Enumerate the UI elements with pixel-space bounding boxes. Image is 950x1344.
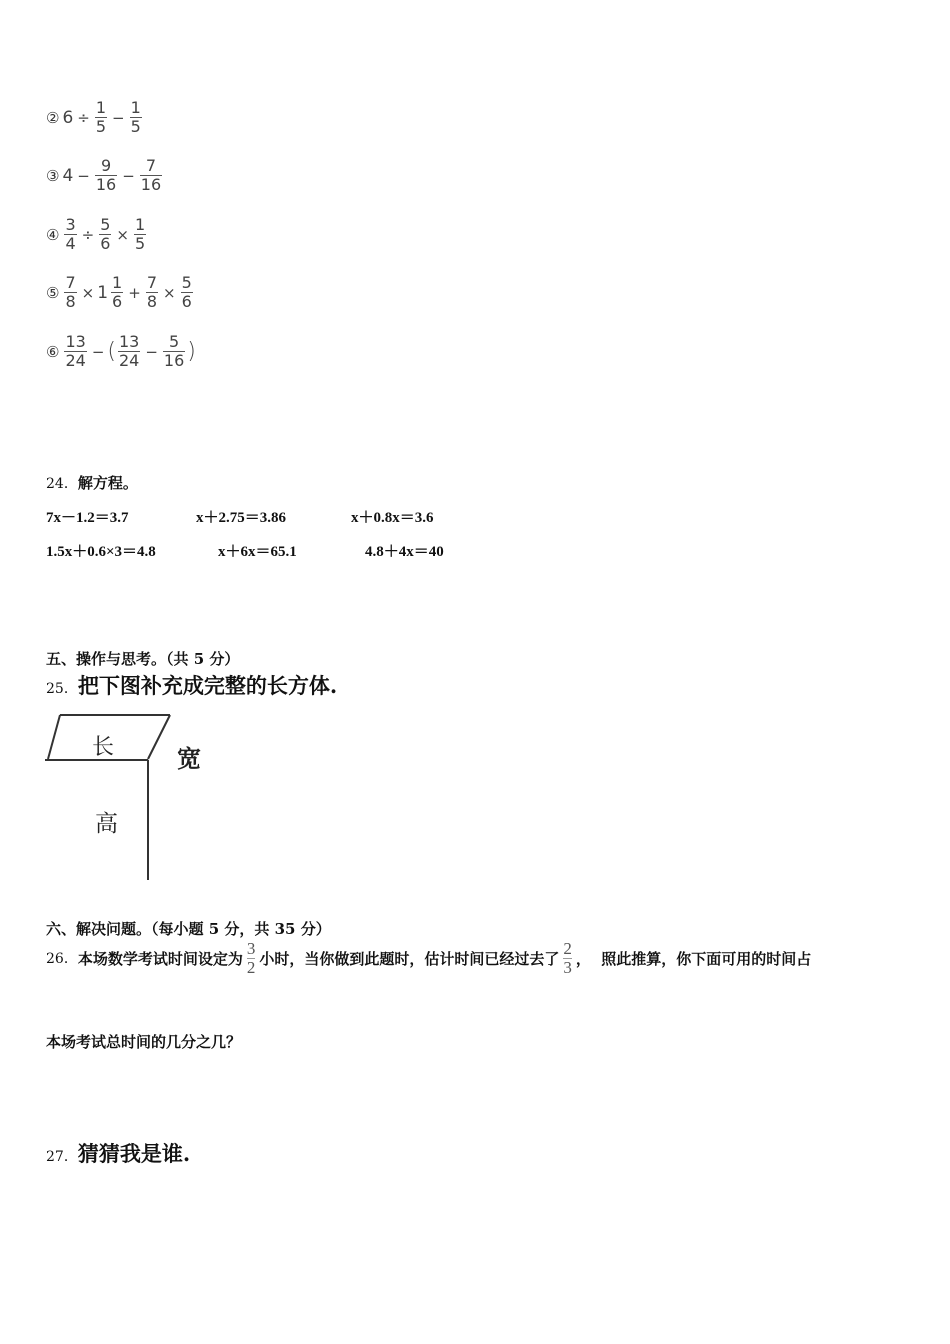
operator: ÷ <box>81 225 95 244</box>
expression-label: ② <box>46 108 60 127</box>
fraction: $\frac{7}{8}$ <box>65 273 76 311</box>
equation: x＋2.75＝3.86 <box>196 510 287 526</box>
equation: 1.5x＋0.6×3＝4.8 <box>46 544 156 560</box>
operator: − <box>145 342 158 361</box>
section5-title: 五、操作与思考。（共 5 分） <box>46 650 240 668</box>
equation: 4.8＋4x＝40 <box>365 544 444 560</box>
fraction-two-thirds: $\frac{2}{3}$ <box>563 939 572 977</box>
operator: − <box>91 342 105 361</box>
expression-item <box>46 100 144 135</box>
q27-title: 猜猜我是谁. <box>77 1141 191 1166</box>
operator: ÷ <box>77 108 90 127</box>
operator: × <box>81 283 95 302</box>
equation: x＋6x＝65.1 <box>218 544 297 560</box>
fraction: $\frac{9}{16}$ <box>95 156 117 194</box>
fraction: $\frac{1}{5}$ <box>95 98 107 136</box>
expression-item <box>46 158 164 193</box>
q24-number: 24． <box>46 476 78 492</box>
operator: + <box>128 283 141 302</box>
expression-item <box>46 275 195 310</box>
expression-label: ⑤ <box>46 283 60 302</box>
fraction: $\frac{5}{6}$ <box>100 215 111 253</box>
section6-title: 六、解决问题。（每小题 5 分，共 35 分） <box>46 920 331 938</box>
q24-heading <box>46 472 138 493</box>
q26-text-c: ， 照此推算，你下面可用的时间占 <box>575 949 812 968</box>
equation: x＋0.8x＝3.6 <box>351 510 434 526</box>
fraction: $\frac{7}{16}$ <box>140 156 162 194</box>
operator: − <box>122 166 135 185</box>
number: 1 <box>97 282 109 303</box>
expression-label: ③ <box>46 166 60 185</box>
fraction: $\frac{1}{5}$ <box>134 215 146 253</box>
fraction: $\frac{1}{5}$ <box>130 98 141 136</box>
number: 4 <box>62 165 74 186</box>
q27-number: 27． <box>46 1149 78 1165</box>
cuboid-figure <box>40 705 280 890</box>
q27-heading <box>46 1138 190 1168</box>
operator: − <box>77 166 90 185</box>
fraction: $\frac{5}{6}$ <box>181 273 192 311</box>
q26-line1 <box>46 940 926 977</box>
fraction: $\frac{5}{16}$ <box>163 332 185 370</box>
number: 6 <box>62 107 74 128</box>
expression-item <box>46 334 196 369</box>
q26-number: 26． <box>46 951 78 968</box>
operator: × <box>163 283 176 302</box>
q25-heading <box>46 670 337 700</box>
fraction: $\frac{1}{6}$ <box>112 273 123 311</box>
q25-title: 把下图补充成完整的长方体. <box>77 673 338 698</box>
q26-text-a: 本场数学考试时间设定为 <box>77 949 243 968</box>
expression-item <box>46 217 148 252</box>
expression-label: ④ <box>46 225 60 244</box>
fraction: $\frac{7}{8}$ <box>146 273 157 311</box>
q26-text-b: 小时，当你做到此题时，估计时间已经过去了 <box>259 949 560 968</box>
q25-number: 25． <box>46 681 78 697</box>
fraction: $\frac{13}{24}$ <box>65 332 86 370</box>
expression-label: ⑥ <box>46 342 60 361</box>
fraction-three-halves: $\frac{3}{2}$ <box>246 939 256 977</box>
parenthesis: ) <box>187 339 196 364</box>
q26-text-d: 本场考试总时间的几分之几？ <box>46 1033 242 1051</box>
length-label: 长 <box>92 735 115 760</box>
height-label: 高 <box>95 811 118 837</box>
top-right-edge <box>148 715 170 759</box>
fraction: $\frac{13}{24}$ <box>118 332 140 370</box>
operator: × <box>116 225 129 244</box>
width-label: 宽 <box>177 744 201 773</box>
q24-title: 解方程。 <box>77 474 138 492</box>
operator: − <box>112 108 125 127</box>
fraction: $\frac{3}{4}$ <box>65 215 76 253</box>
equation: 7x－1.2＝3.7 <box>46 510 129 526</box>
parenthesis: ( <box>107 339 116 364</box>
top-left-edge <box>48 715 60 759</box>
